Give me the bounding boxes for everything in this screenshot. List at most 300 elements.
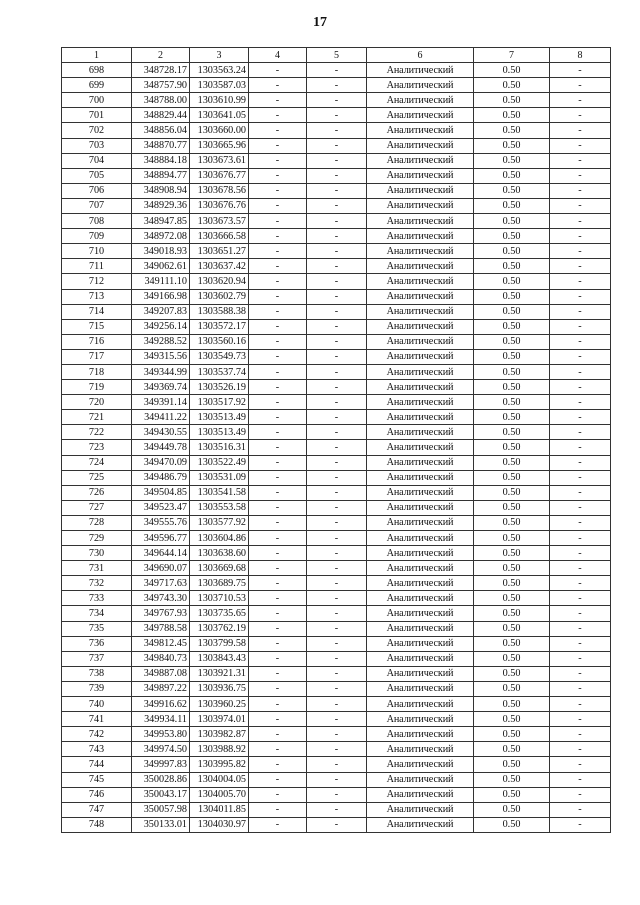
cell-coordinate-y: 1303526.19 bbox=[190, 380, 249, 395]
cell-method: Аналитический bbox=[367, 229, 474, 244]
cell-coordinate-y: 1303620.94 bbox=[190, 274, 249, 289]
cell-accuracy: 0.50 bbox=[474, 576, 550, 591]
cell-coordinate-x: 350028.86 bbox=[132, 772, 190, 787]
cell-col-8: - bbox=[550, 500, 611, 515]
cell-coordinate-y: 1303549.73 bbox=[190, 349, 249, 364]
cell-point-number: 705 bbox=[62, 168, 132, 183]
cell-col-5: - bbox=[307, 395, 367, 410]
cell-col-8: - bbox=[550, 681, 611, 696]
cell-method: Аналитический bbox=[367, 183, 474, 198]
cell-col-4: - bbox=[249, 485, 307, 500]
cell-col-4: - bbox=[249, 395, 307, 410]
table-row bbox=[62, 666, 611, 681]
cell-col-5: - bbox=[307, 229, 367, 244]
table-row bbox=[62, 772, 611, 787]
cell-coordinate-x: 349717.63 bbox=[132, 576, 190, 591]
cell-coordinate-x: 349953.80 bbox=[132, 727, 190, 742]
cell-col-4: - bbox=[249, 380, 307, 395]
cell-point-number: 715 bbox=[62, 319, 132, 334]
cell-point-number: 720 bbox=[62, 395, 132, 410]
cell-col-4: - bbox=[249, 93, 307, 108]
cell-point-number: 707 bbox=[62, 198, 132, 213]
column-header: 7 bbox=[474, 48, 550, 63]
cell-coordinate-x: 349504.85 bbox=[132, 485, 190, 500]
cell-col-8: - bbox=[550, 168, 611, 183]
cell-col-4: - bbox=[249, 681, 307, 696]
cell-method: Аналитический bbox=[367, 334, 474, 349]
cell-method: Аналитический bbox=[367, 108, 474, 123]
cell-col-4: - bbox=[249, 108, 307, 123]
table-row bbox=[62, 515, 611, 530]
cell-col-4: - bbox=[249, 289, 307, 304]
column-header: 6 bbox=[367, 48, 474, 63]
cell-col-5: - bbox=[307, 153, 367, 168]
table-row bbox=[62, 78, 611, 93]
cell-coordinate-x: 349897.22 bbox=[132, 681, 190, 696]
cell-accuracy: 0.50 bbox=[474, 153, 550, 168]
cell-coordinate-y: 1303513.49 bbox=[190, 410, 249, 425]
cell-coordinate-y: 1303638.60 bbox=[190, 546, 249, 561]
cell-method: Аналитический bbox=[367, 787, 474, 802]
cell-col-8: - bbox=[550, 576, 611, 591]
cell-method: Аналитический bbox=[367, 757, 474, 772]
table-row bbox=[62, 470, 611, 485]
cell-col-8: - bbox=[550, 304, 611, 319]
cell-point-number: 742 bbox=[62, 727, 132, 742]
cell-coordinate-x: 350057.98 bbox=[132, 802, 190, 817]
cell-col-4: - bbox=[249, 651, 307, 666]
cell-col-8: - bbox=[550, 817, 611, 832]
table-row bbox=[62, 742, 611, 757]
cell-method: Аналитический bbox=[367, 606, 474, 621]
cell-accuracy: 0.50 bbox=[474, 274, 550, 289]
cell-col-8: - bbox=[550, 787, 611, 802]
cell-coordinate-y: 1303553.58 bbox=[190, 500, 249, 515]
cell-col-4: - bbox=[249, 666, 307, 681]
cell-coordinate-y: 1303665.96 bbox=[190, 138, 249, 153]
table-row bbox=[62, 500, 611, 515]
cell-col-5: - bbox=[307, 772, 367, 787]
cell-col-5: - bbox=[307, 712, 367, 727]
cell-method: Аналитический bbox=[367, 380, 474, 395]
cell-col-4: - bbox=[249, 123, 307, 138]
table-header bbox=[62, 48, 611, 63]
cell-coordinate-y: 1303517.92 bbox=[190, 395, 249, 410]
cell-point-number: 719 bbox=[62, 380, 132, 395]
cell-coordinate-x: 348757.90 bbox=[132, 78, 190, 93]
cell-col-8: - bbox=[550, 244, 611, 259]
cell-accuracy: 0.50 bbox=[474, 817, 550, 832]
cell-method: Аналитический bbox=[367, 138, 474, 153]
cell-accuracy: 0.50 bbox=[474, 244, 550, 259]
cell-col-4: - bbox=[249, 742, 307, 757]
cell-point-number: 729 bbox=[62, 531, 132, 546]
cell-col-4: - bbox=[249, 229, 307, 244]
cell-col-8: - bbox=[550, 395, 611, 410]
cell-accuracy: 0.50 bbox=[474, 168, 550, 183]
cell-accuracy: 0.50 bbox=[474, 757, 550, 772]
table-row bbox=[62, 108, 611, 123]
cell-accuracy: 0.50 bbox=[474, 621, 550, 636]
cell-coordinate-y: 1303676.77 bbox=[190, 168, 249, 183]
cell-col-4: - bbox=[249, 138, 307, 153]
cell-accuracy: 0.50 bbox=[474, 681, 550, 696]
cell-coordinate-x: 349840.73 bbox=[132, 651, 190, 666]
cell-col-4: - bbox=[249, 425, 307, 440]
cell-col-8: - bbox=[550, 274, 611, 289]
cell-accuracy: 0.50 bbox=[474, 666, 550, 681]
cell-col-4: - bbox=[249, 636, 307, 651]
cell-point-number: 708 bbox=[62, 214, 132, 229]
cell-point-number: 741 bbox=[62, 712, 132, 727]
cell-col-8: - bbox=[550, 229, 611, 244]
cell-point-number: 711 bbox=[62, 259, 132, 274]
cell-point-number: 704 bbox=[62, 153, 132, 168]
cell-col-5: - bbox=[307, 183, 367, 198]
cell-col-8: - bbox=[550, 289, 611, 304]
cell-col-5: - bbox=[307, 425, 367, 440]
cell-coordinate-y: 1303995.82 bbox=[190, 757, 249, 772]
cell-col-5: - bbox=[307, 410, 367, 425]
cell-coordinate-y: 1303537.74 bbox=[190, 364, 249, 379]
cell-accuracy: 0.50 bbox=[474, 395, 550, 410]
cell-col-4: - bbox=[249, 500, 307, 515]
cell-point-number: 721 bbox=[62, 410, 132, 425]
cell-point-number: 699 bbox=[62, 78, 132, 93]
cell-method: Аналитический bbox=[367, 153, 474, 168]
cell-coordinate-x: 348870.77 bbox=[132, 138, 190, 153]
cell-coordinate-y: 1303666.58 bbox=[190, 229, 249, 244]
table-body bbox=[62, 63, 611, 833]
cell-col-4: - bbox=[249, 334, 307, 349]
cell-col-8: - bbox=[550, 591, 611, 606]
cell-coordinate-x: 348728.17 bbox=[132, 63, 190, 78]
cell-coordinate-x: 349411.22 bbox=[132, 410, 190, 425]
cell-col-5: - bbox=[307, 727, 367, 742]
column-header: 5 bbox=[307, 48, 367, 63]
table-row bbox=[62, 621, 611, 636]
cell-accuracy: 0.50 bbox=[474, 410, 550, 425]
cell-accuracy: 0.50 bbox=[474, 772, 550, 787]
cell-coordinate-x: 349166.98 bbox=[132, 289, 190, 304]
cell-coordinate-y: 1303660.00 bbox=[190, 123, 249, 138]
table-row bbox=[62, 364, 611, 379]
cell-method: Аналитический bbox=[367, 576, 474, 591]
cell-coordinate-x: 349743.30 bbox=[132, 591, 190, 606]
cell-coordinate-y: 1303936.75 bbox=[190, 681, 249, 696]
cell-accuracy: 0.50 bbox=[474, 515, 550, 530]
cell-col-8: - bbox=[550, 93, 611, 108]
cell-method: Аналитический bbox=[367, 666, 474, 681]
cell-col-4: - bbox=[249, 304, 307, 319]
cell-coordinate-x: 348972.08 bbox=[132, 229, 190, 244]
cell-point-number: 736 bbox=[62, 636, 132, 651]
cell-coordinate-x: 349018.93 bbox=[132, 244, 190, 259]
cell-point-number: 724 bbox=[62, 455, 132, 470]
cell-col-5: - bbox=[307, 666, 367, 681]
cell-method: Аналитический bbox=[367, 742, 474, 757]
cell-col-4: - bbox=[249, 576, 307, 591]
cell-col-8: - bbox=[550, 138, 611, 153]
cell-coordinate-x: 349812.45 bbox=[132, 636, 190, 651]
cell-method: Аналитический bbox=[367, 259, 474, 274]
cell-accuracy: 0.50 bbox=[474, 455, 550, 470]
cell-col-5: - bbox=[307, 576, 367, 591]
cell-col-4: - bbox=[249, 470, 307, 485]
table-row bbox=[62, 757, 611, 772]
table-row bbox=[62, 380, 611, 395]
cell-col-8: - bbox=[550, 410, 611, 425]
cell-col-4: - bbox=[249, 153, 307, 168]
cell-accuracy: 0.50 bbox=[474, 636, 550, 651]
cell-point-number: 698 bbox=[62, 63, 132, 78]
cell-coordinate-y: 1303637.42 bbox=[190, 259, 249, 274]
cell-coordinate-x: 349062.61 bbox=[132, 259, 190, 274]
cell-coordinate-x: 349690.07 bbox=[132, 561, 190, 576]
cell-coordinate-y: 1303604.86 bbox=[190, 531, 249, 546]
cell-accuracy: 0.50 bbox=[474, 651, 550, 666]
cell-point-number: 706 bbox=[62, 183, 132, 198]
cell-coordinate-y: 1303516.31 bbox=[190, 440, 249, 455]
cell-method: Аналитический bbox=[367, 500, 474, 515]
cell-coordinate-y: 1303988.92 bbox=[190, 742, 249, 757]
cell-method: Аналитический bbox=[367, 636, 474, 651]
cell-method: Аналитический bbox=[367, 485, 474, 500]
page-number: 17 bbox=[313, 15, 327, 30]
table-row bbox=[62, 636, 611, 651]
cell-point-number: 712 bbox=[62, 274, 132, 289]
cell-col-4: - bbox=[249, 802, 307, 817]
cell-col-4: - bbox=[249, 168, 307, 183]
cell-col-8: - bbox=[550, 485, 611, 500]
cell-point-number: 745 bbox=[62, 772, 132, 787]
cell-coordinate-x: 349596.77 bbox=[132, 531, 190, 546]
table-row bbox=[62, 304, 611, 319]
cell-col-5: - bbox=[307, 349, 367, 364]
cell-col-4: - bbox=[249, 817, 307, 832]
column-header: 4 bbox=[249, 48, 307, 63]
cell-coordinate-x: 349997.83 bbox=[132, 757, 190, 772]
cell-accuracy: 0.50 bbox=[474, 440, 550, 455]
table-row bbox=[62, 410, 611, 425]
cell-accuracy: 0.50 bbox=[474, 742, 550, 757]
cell-accuracy: 0.50 bbox=[474, 802, 550, 817]
cell-col-8: - bbox=[550, 153, 611, 168]
cell-method: Аналитический bbox=[367, 515, 474, 530]
cell-method: Аналитический bbox=[367, 289, 474, 304]
table-row bbox=[62, 817, 611, 832]
cell-point-number: 738 bbox=[62, 666, 132, 681]
cell-method: Аналитический bbox=[367, 621, 474, 636]
cell-col-5: - bbox=[307, 606, 367, 621]
cell-col-4: - bbox=[249, 621, 307, 636]
cell-coordinate-x: 350133.01 bbox=[132, 817, 190, 832]
cell-point-number: 703 bbox=[62, 138, 132, 153]
cell-col-5: - bbox=[307, 515, 367, 530]
cell-point-number: 718 bbox=[62, 364, 132, 379]
cell-col-8: - bbox=[550, 78, 611, 93]
cell-col-8: - bbox=[550, 334, 611, 349]
table-row bbox=[62, 395, 611, 410]
cell-coordinate-x: 349887.08 bbox=[132, 666, 190, 681]
cell-method: Аналитический bbox=[367, 364, 474, 379]
cell-col-4: - bbox=[249, 410, 307, 425]
table-row bbox=[62, 334, 611, 349]
table-row bbox=[62, 591, 611, 606]
cell-col-5: - bbox=[307, 500, 367, 515]
cell-method: Аналитический bbox=[367, 531, 474, 546]
cell-method: Аналитический bbox=[367, 546, 474, 561]
cell-col-5: - bbox=[307, 63, 367, 78]
cell-method: Аналитический bbox=[367, 274, 474, 289]
cell-col-5: - bbox=[307, 621, 367, 636]
cell-col-8: - bbox=[550, 636, 611, 651]
cell-point-number: 709 bbox=[62, 229, 132, 244]
cell-coordinate-x: 349916.62 bbox=[132, 697, 190, 712]
cell-accuracy: 0.50 bbox=[474, 364, 550, 379]
cell-coordinate-x: 348829.44 bbox=[132, 108, 190, 123]
cell-accuracy: 0.50 bbox=[474, 697, 550, 712]
cell-col-8: - bbox=[550, 802, 611, 817]
cell-col-5: - bbox=[307, 591, 367, 606]
cell-method: Аналитический bbox=[367, 697, 474, 712]
cell-col-8: - bbox=[550, 606, 611, 621]
table-row bbox=[62, 531, 611, 546]
cell-coordinate-y: 1303577.92 bbox=[190, 515, 249, 530]
cell-col-4: - bbox=[249, 757, 307, 772]
cell-coordinate-x: 349486.79 bbox=[132, 470, 190, 485]
cell-method: Аналитический bbox=[367, 93, 474, 108]
cell-col-5: - bbox=[307, 440, 367, 455]
cell-col-4: - bbox=[249, 712, 307, 727]
table-row bbox=[62, 63, 611, 78]
cell-point-number: 737 bbox=[62, 651, 132, 666]
cell-method: Аналитический bbox=[367, 244, 474, 259]
cell-coordinate-x: 349644.14 bbox=[132, 546, 190, 561]
column-header: 2 bbox=[132, 48, 190, 63]
cell-accuracy: 0.50 bbox=[474, 546, 550, 561]
cell-method: Аналитический bbox=[367, 470, 474, 485]
cell-coordinate-y: 1304005.70 bbox=[190, 787, 249, 802]
cell-accuracy: 0.50 bbox=[474, 183, 550, 198]
cell-coordinate-x: 349449.78 bbox=[132, 440, 190, 455]
cell-col-5: - bbox=[307, 168, 367, 183]
cell-coordinate-y: 1303710.53 bbox=[190, 591, 249, 606]
cell-coordinate-y: 1303678.56 bbox=[190, 183, 249, 198]
cell-method: Аналитический bbox=[367, 304, 474, 319]
cell-coordinate-y: 1303572.17 bbox=[190, 319, 249, 334]
cell-col-5: - bbox=[307, 455, 367, 470]
table-row bbox=[62, 274, 611, 289]
cell-col-8: - bbox=[550, 697, 611, 712]
column-header: 3 bbox=[190, 48, 249, 63]
cell-accuracy: 0.50 bbox=[474, 500, 550, 515]
table-row bbox=[62, 214, 611, 229]
cell-col-5: - bbox=[307, 214, 367, 229]
cell-accuracy: 0.50 bbox=[474, 259, 550, 274]
column-header: 8 bbox=[550, 48, 611, 63]
cell-method: Аналитический bbox=[367, 712, 474, 727]
cell-method: Аналитический bbox=[367, 319, 474, 334]
cell-col-5: - bbox=[307, 742, 367, 757]
cell-coordinate-y: 1303843.43 bbox=[190, 651, 249, 666]
cell-accuracy: 0.50 bbox=[474, 198, 550, 213]
cell-coordinate-y: 1303673.61 bbox=[190, 153, 249, 168]
cell-col-4: - bbox=[249, 727, 307, 742]
table-row bbox=[62, 259, 611, 274]
table-row bbox=[62, 168, 611, 183]
cell-col-5: - bbox=[307, 198, 367, 213]
cell-accuracy: 0.50 bbox=[474, 214, 550, 229]
cell-point-number: 716 bbox=[62, 334, 132, 349]
cell-point-number: 747 bbox=[62, 802, 132, 817]
cell-point-number: 717 bbox=[62, 349, 132, 364]
cell-coordinate-x: 348894.77 bbox=[132, 168, 190, 183]
cell-method: Аналитический bbox=[367, 591, 474, 606]
cell-coordinate-y: 1303799.58 bbox=[190, 636, 249, 651]
cell-coordinate-y: 1303735.65 bbox=[190, 606, 249, 621]
cell-accuracy: 0.50 bbox=[474, 727, 550, 742]
table-row bbox=[62, 712, 611, 727]
table-row bbox=[62, 244, 611, 259]
cell-coordinate-y: 1303762.19 bbox=[190, 621, 249, 636]
cell-col-4: - bbox=[249, 787, 307, 802]
cell-coordinate-x: 349111.10 bbox=[132, 274, 190, 289]
table-row bbox=[62, 138, 611, 153]
cell-col-4: - bbox=[249, 274, 307, 289]
cell-col-5: - bbox=[307, 485, 367, 500]
cell-accuracy: 0.50 bbox=[474, 606, 550, 621]
cell-col-5: - bbox=[307, 93, 367, 108]
cell-col-5: - bbox=[307, 138, 367, 153]
cell-col-8: - bbox=[550, 198, 611, 213]
table-row bbox=[62, 561, 611, 576]
cell-accuracy: 0.50 bbox=[474, 229, 550, 244]
table-row bbox=[62, 183, 611, 198]
cell-point-number: 722 bbox=[62, 425, 132, 440]
cell-coordinate-x: 349369.74 bbox=[132, 380, 190, 395]
table-row bbox=[62, 455, 611, 470]
cell-col-4: - bbox=[249, 183, 307, 198]
cell-col-5: - bbox=[307, 364, 367, 379]
cell-coordinate-y: 1303610.99 bbox=[190, 93, 249, 108]
cell-col-8: - bbox=[550, 425, 611, 440]
table-row bbox=[62, 727, 611, 742]
cell-col-4: - bbox=[249, 349, 307, 364]
cell-coordinate-x: 350043.17 bbox=[132, 787, 190, 802]
cell-coordinate-y: 1303676.76 bbox=[190, 198, 249, 213]
cell-col-8: - bbox=[550, 108, 611, 123]
cell-accuracy: 0.50 bbox=[474, 349, 550, 364]
table-row bbox=[62, 651, 611, 666]
cell-col-5: - bbox=[307, 787, 367, 802]
cell-col-5: - bbox=[307, 380, 367, 395]
cell-col-5: - bbox=[307, 78, 367, 93]
cell-point-number: 740 bbox=[62, 697, 132, 712]
cell-coordinate-x: 349256.14 bbox=[132, 319, 190, 334]
table-row bbox=[62, 153, 611, 168]
cell-col-8: - bbox=[550, 440, 611, 455]
cell-method: Аналитический bbox=[367, 772, 474, 787]
cell-coordinate-y: 1303587.03 bbox=[190, 78, 249, 93]
table-row bbox=[62, 349, 611, 364]
table-row bbox=[62, 606, 611, 621]
cell-accuracy: 0.50 bbox=[474, 470, 550, 485]
cell-col-4: - bbox=[249, 515, 307, 530]
cell-point-number: 735 bbox=[62, 621, 132, 636]
cell-point-number: 726 bbox=[62, 485, 132, 500]
cell-method: Аналитический bbox=[367, 561, 474, 576]
